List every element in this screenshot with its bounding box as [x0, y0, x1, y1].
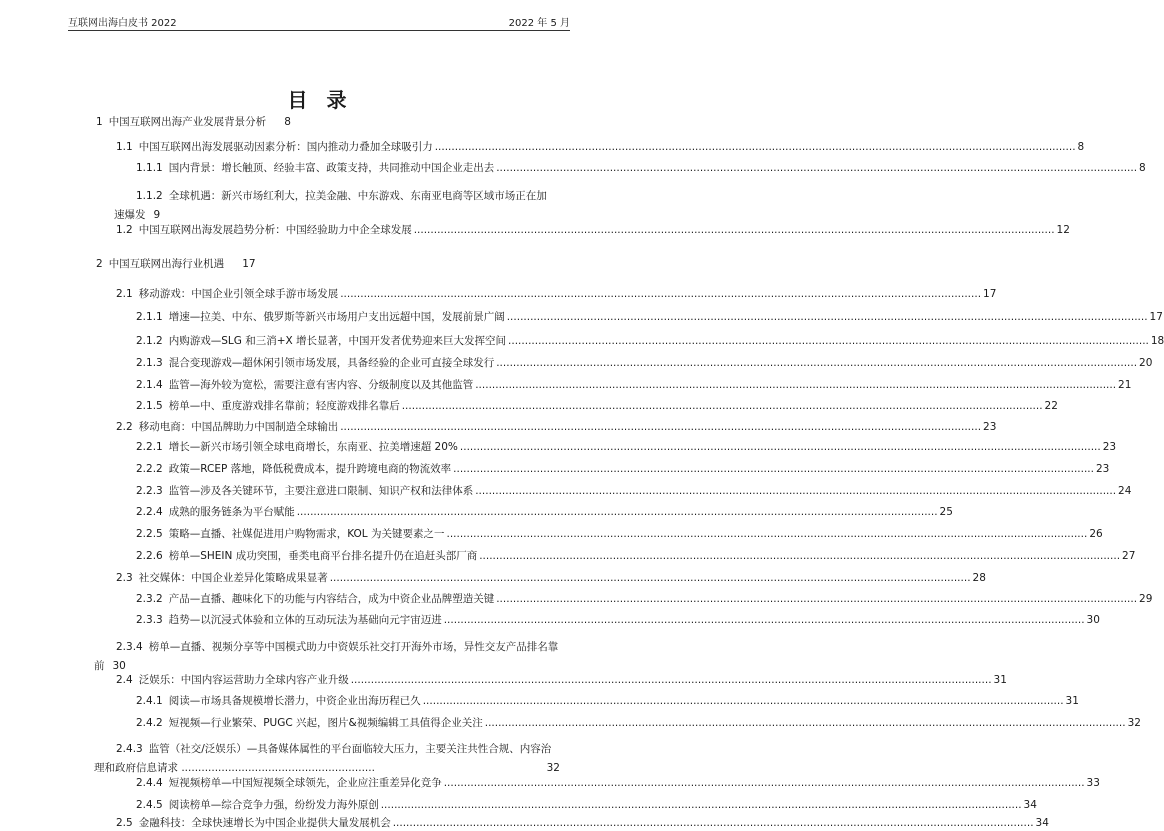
toc-entry-number: 2: [96, 258, 103, 270]
toc-entry-title: 趋势—以沉浸式体验和立体的互动玩法为基础向元宇宙迈进: [168, 614, 442, 626]
toc-entry-number: 2.4.5: [136, 799, 163, 811]
toc-entry-leader: [435, 140, 1076, 155]
toc-entry-title: 榜单—直播、视频分享等中国模式助力中资娱乐社交打开海外市场，异性交友产品排名靠前: [94, 641, 559, 672]
toc-entry-page: 22: [1044, 400, 1058, 412]
toc-entry-page: 20: [1139, 357, 1153, 369]
toc-entry-number: 1.1.1: [136, 162, 163, 174]
toc-entry-page: 12: [1056, 224, 1070, 236]
toc-entry-number: 2.3.2: [136, 593, 163, 605]
toc-entry-number: 2.1.3: [136, 357, 163, 369]
toc-entry-title: 中国互联网出海发展驱动因素分析：国内推动力叠加全球吸引力: [138, 141, 433, 153]
toc-entry-page: 9: [153, 209, 161, 221]
toc-entry-page: 32: [1127, 717, 1141, 729]
toc-entry-page: 23: [983, 421, 997, 433]
toc-entry[interactable]: [94, 638, 560, 676]
toc-entry-title: 短视频—行业繁荣、PUGC 兴起，图片&视频编辑工具值得企业关注: [168, 717, 483, 729]
toc-entry-page: 8: [284, 116, 291, 128]
toc-entry-title: 中国互联网出海行业机遇: [108, 258, 225, 270]
toc-entry-number: 1.1.2: [136, 190, 163, 202]
toc-entry[interactable]: [136, 694, 1079, 709]
toc-entry-leader: [453, 462, 1094, 477]
toc-entry-page: 18: [1150, 335, 1164, 347]
toc-entry-page: 29: [1139, 593, 1153, 605]
toc-entry-title: 榜单—SHEIN 成功突围，垂类电商平台排名提升仍在追赶头部厂商: [168, 550, 478, 562]
toc-entry-leader: [479, 549, 1120, 564]
toc-entry-page: 26: [1089, 528, 1103, 540]
toc-entry-page: 34: [1023, 799, 1037, 811]
header-title: 互联网出海白皮书 2022: [68, 18, 177, 29]
page-title: 目 录: [287, 88, 353, 112]
toc-entry[interactable]: [136, 592, 1153, 607]
toc-entry-number: 2.1.2: [136, 335, 163, 347]
toc-entry-page: 28: [972, 572, 986, 584]
toc-entry-title: 移动游戏：中国企业引领全球手游市场发展: [138, 288, 339, 300]
toc-entry[interactable]: [136, 549, 1136, 564]
toc-entry[interactable]: [94, 740, 560, 778]
toc-entry-number: 2.2.4: [136, 506, 163, 518]
toc-entry-number: 2.4.4: [136, 777, 163, 789]
toc-entry[interactable]: [136, 462, 1110, 477]
toc-entry-page: 30: [112, 660, 126, 672]
toc-entry-page: 32: [546, 762, 560, 774]
toc-entry-page: 17: [983, 288, 997, 300]
toc-entry-title: 策略—直播、社媒促进用户购物需求，KOL 为关键要素之一: [168, 528, 445, 540]
toc-entry[interactable]: [96, 257, 256, 272]
toc-entry-page: 8: [1139, 162, 1146, 174]
toc-entry-leader: [330, 571, 971, 586]
toc-entry-page: 8: [1077, 141, 1085, 153]
toc-entry-number: 2.2.2: [136, 463, 163, 475]
toc-entry-number: 2.2.1: [136, 441, 163, 453]
toc-entry-leader: ..........................................................: [178, 762, 375, 774]
toc-entry-title: 移动电商：中国品牌助力中国制造全球输出: [138, 421, 339, 433]
toc-entry-leader: [340, 287, 981, 302]
toc-entry[interactable]: [136, 527, 1103, 542]
toc-entry-title: 中国互联网出海发展趋势分析：中国经验助力中企全球发展: [138, 224, 412, 236]
toc-entry-number: 1.2: [116, 224, 133, 236]
toc-entry-leader: [351, 673, 992, 688]
toc-entry-title: 阅读—市场具备规模增长潜力，中资企业出海历程已久: [168, 695, 421, 707]
toc-entry-page: 17: [1149, 311, 1163, 323]
toc-entry[interactable]: [136, 613, 1100, 628]
toc-entry-title: 阅读榜单—综合竞争力强，纷纷发力海外原创: [168, 799, 379, 811]
toc-entry-leader: [446, 527, 1087, 542]
toc-entry[interactable]: [136, 776, 1100, 791]
toc-entry-leader: [444, 613, 1085, 628]
toc-entry-leader: [508, 334, 1149, 349]
toc-entry-leader: [496, 592, 1137, 607]
toc-entry-page: 33: [1086, 777, 1100, 789]
toc-entry-page: 24: [1118, 485, 1132, 497]
toc-entry-number: 2.1.5: [136, 400, 163, 412]
toc-entry-page: 23: [1095, 463, 1110, 475]
toc-entry-leader: [475, 378, 1116, 393]
toc-entry[interactable]: [116, 673, 1007, 688]
toc-entry-page: 23: [1102, 441, 1117, 453]
toc-entry-number: 2.1.1: [136, 311, 163, 323]
toc-entry-leader: [460, 440, 1101, 455]
toc-entry-leader: [423, 694, 1064, 709]
toc-entry-title: 增速—拉美、中东、俄罗斯等新兴市场用户支出远超中国，发展前景广阔: [168, 311, 505, 323]
toc-entry[interactable]: [136, 356, 1153, 371]
toc-entry-leader: [340, 420, 981, 435]
toc-entry-title: 成熟的服务链条为平台赋能: [168, 506, 295, 518]
toc-entry[interactable]: [136, 399, 1058, 414]
toc-entry-number: 2.1.4: [136, 379, 163, 391]
toc-entry-page: 30: [1086, 614, 1100, 626]
toc-entry[interactable]: [136, 798, 1037, 813]
toc-entry-page: 17: [242, 258, 256, 270]
toc-entry-number: 1.1: [116, 141, 133, 153]
toc-entry-number: 2.2.6: [136, 550, 163, 562]
toc-entry[interactable]: [116, 287, 997, 302]
toc-entry-title: 金融科技：全球快速增长为中国企业提供大量发展机会: [138, 817, 391, 829]
toc-entry-leader: [381, 798, 1022, 813]
toc-entry[interactable]: [96, 115, 291, 130]
toc-entry[interactable]: [116, 571, 986, 586]
toc-entry[interactable]: [114, 187, 550, 225]
toc-entry[interactable]: [136, 310, 1163, 325]
toc-entry-title: 国内背景：增长触顶、经验丰富、政策支持，共同推动中国企业走出去: [168, 162, 495, 174]
toc-entry-title: 中国互联网出海产业发展背景分析: [108, 116, 267, 128]
toc-entry-title: 混合变现游戏—超休闲引领市场发展，具备经验的企业可直接全球发行: [168, 357, 495, 369]
toc-entry-title: 内购游戏—SLG 和三消+X 增长显著，中国开发者优势迎来巨大发挥空间: [168, 335, 507, 347]
toc-entry-title: 社交媒体：中国企业差异化策略成果显著: [138, 572, 328, 584]
toc-entry-leader: [475, 484, 1116, 499]
toc-entry-title: 全球机遇：新兴市场红利大，拉美金融、中东游戏、东南亚电商等区域市场正在加速爆发: [114, 190, 547, 221]
toc-entry-page: 34: [1035, 817, 1049, 829]
toc-entry[interactable]: [136, 440, 1117, 455]
toc-entry-title: 监管（社交/泛娱乐）—具备媒体属性的平台面临较大压力，主要关注共性合规、内容治理和政府信息请求: [94, 743, 552, 774]
toc-entry-number: 2.4: [116, 674, 133, 686]
toc-entry-title: 监管—海外较为宽松，需要注意有害内容、分级制度以及其他监管: [168, 379, 474, 391]
toc-entry[interactable]: [116, 816, 1049, 831]
toc-entry-leader: [496, 356, 1137, 371]
toc-entry-page: 27: [1122, 550, 1136, 562]
toc-entry[interactable]: [136, 484, 1132, 499]
toc-entry-page: 21: [1118, 379, 1132, 391]
toc-entry-leader: [414, 223, 1055, 238]
toc-entry-page: 25: [939, 506, 953, 518]
toc-entry-number: 2.4.2: [136, 717, 163, 729]
toc-entry-number: 2.2: [116, 421, 133, 433]
toc-entry-leader: [393, 816, 1034, 831]
toc-entry-number: 2.4.3: [116, 743, 143, 755]
toc-entry-number: 1: [96, 116, 103, 128]
toc-entry[interactable]: [116, 223, 1070, 238]
toc-entry-leader: [402, 399, 1043, 414]
toc-entry[interactable]: [136, 334, 1164, 349]
toc-entry-number: 2.2.3: [136, 485, 163, 497]
toc-entry-page: 31: [1065, 695, 1079, 707]
toc-entry-title: 增长—新兴市场引领全球电商增长，东南亚、拉美增速超 20%: [168, 441, 458, 453]
toc-entry-number: 2.3: [116, 572, 133, 584]
toc-entry-leader: [444, 776, 1085, 791]
toc-entry[interactable]: [116, 420, 997, 435]
toc-entry-leader: [485, 716, 1126, 731]
toc-entry-number: 2.4.1: [136, 695, 163, 707]
toc-entry-number: 2.5: [116, 817, 133, 829]
toc-entry-page: 31: [993, 674, 1007, 686]
toc-entry-leader: [496, 161, 1137, 176]
header-date: 2022 年 5 月: [508, 18, 570, 29]
toc-entry-leader: [507, 310, 1148, 325]
toc-entry-number: 2.1: [116, 288, 133, 300]
toc-entry[interactable]: [136, 716, 1141, 731]
toc-entry[interactable]: [136, 161, 1146, 176]
toc-entry-title: 监管—涉及各关键环节，主要注意进口限制、知识产权和法律体系: [168, 485, 474, 497]
toc-entry-number: 2.3.3: [136, 614, 163, 626]
toc-entry-leader: [297, 505, 938, 520]
toc-entry[interactable]: [136, 378, 1132, 393]
toc-entry-title: 产品—直播、趣味化下的功能与内容结合，成为中资企业品牌塑造关键: [168, 593, 495, 605]
toc-entry-number: 2.2.5: [136, 528, 163, 540]
toc-entry[interactable]: [136, 505, 953, 520]
toc-entry-title: 泛娱乐：中国内容运营助力全球内容产业升级: [138, 674, 349, 686]
toc-entry[interactable]: [116, 140, 1085, 155]
toc-entry-title: 榜单—中、重度游戏排名靠前；轻度游戏排名靠后: [168, 400, 400, 412]
toc-entry-number: 2.3.4: [116, 641, 143, 653]
toc-entry-title: 短视频榜单—中国短视频全球领先，企业应注重差异化竞争: [168, 777, 442, 789]
toc-entry-title: 政策—RCEP 落地，降低税费成本，提升跨境电商的物流效率: [168, 463, 452, 475]
